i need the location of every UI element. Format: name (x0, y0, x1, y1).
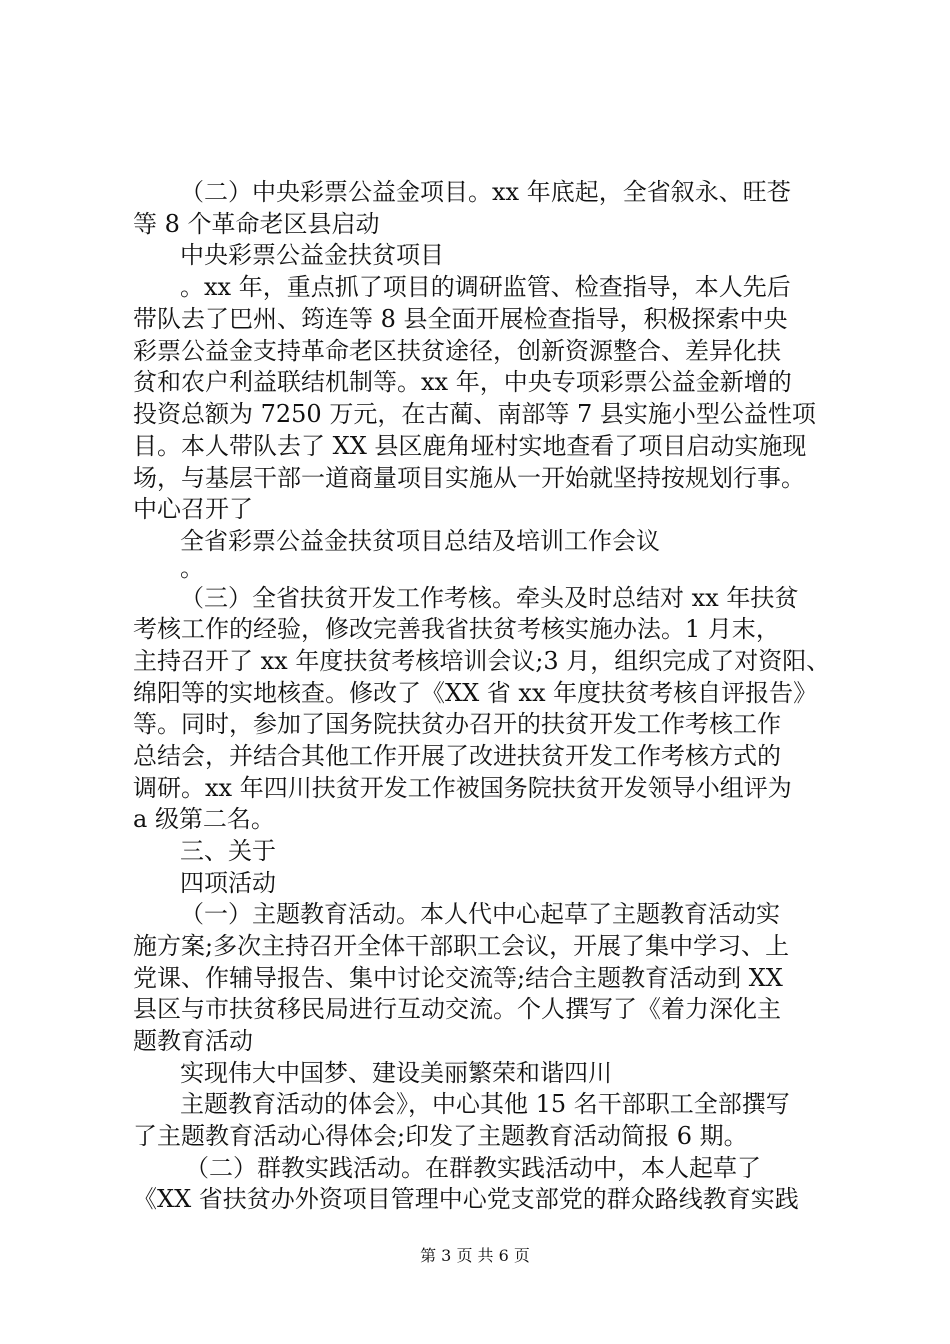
text-line: 实现伟大中国梦、建设美丽繁荣和谐四川 (180, 1059, 612, 1087)
text-line: 等。同时，参加了国务院扶贫办召开的扶贫开发工作考核工作 (133, 710, 781, 738)
text-line: 中央彩票公益金扶贫项目 (180, 241, 444, 269)
text-line: 投资总额为 7250 万元，在古蔺、南部等 7 县实施小型公益性项 (133, 400, 816, 428)
text-line: 调研。xx 年四川扶贫开发工作被国务院扶贫开发领导小组评为 (133, 774, 792, 802)
text-line: 题教育活动 (133, 1027, 253, 1055)
text-line: 带队去了巴州、筠连等 8 县全面开展检查指导，积极探索中央 (133, 305, 788, 333)
text-line: 中心召开了 (133, 495, 253, 523)
text-line: 彩票公益金支持革命老区扶贫途径，创新资源整合、差异化扶 (133, 337, 781, 365)
text-line: 主持召开了 xx 年度扶贫考核培训会议;3 月，组织完成了对资阳、 (133, 647, 831, 675)
text-line: （一）主题教育活动。本人代中心起草了主题教育活动实 (180, 900, 780, 928)
text-line: （二）中央彩票公益金项目。xx 年底起，全省叙永、旺苍 (180, 178, 791, 206)
text-line: 主题教育活动的体会》，中心其他 15 名干部职工全部撰写 (180, 1090, 790, 1118)
text-line: （三）全省扶贫开发工作考核。牵头及时总结对 xx 年扶贫 (180, 584, 799, 612)
text-line: 施方案;多次主持召开全体干部职工会议，开展了集中学习、上 (133, 932, 790, 960)
text-line: 总结会，并结合其他工作开展了改进扶贫开发工作考核方式的 (133, 742, 781, 770)
text-line: 。xx 年，重点抓了项目的调研监管、检查指导，本人先后 (180, 273, 791, 301)
page-number: 第 3 页 共 6 页 (420, 1246, 530, 1265)
text-line: 《XX 省扶贫办外资项目管理中心党支部党的群众路线教育实践 (133, 1185, 799, 1213)
text-line: 等 8 个革命老区县启动 (133, 210, 380, 238)
text-line: 县区与市扶贫移民局进行互动交流。个人撰写了《着力深化主 (133, 995, 781, 1023)
text-line: 全省彩票公益金扶贫项目总结及培训工作会议 (180, 527, 660, 555)
text-line: 贫和农户利益联结机制等。xx 年，中央专项彩票公益金新增的 (133, 368, 792, 396)
text-line: （二）群教实践活动。在群教实践活动中，本人起草了 (185, 1154, 761, 1182)
text-line: 场，与基层干部一道商量项目实施从一开始就坚持按规划行事。 (133, 464, 805, 492)
section-heading: 三、关于 (180, 837, 276, 865)
text-line: 。 (180, 554, 204, 582)
text-line: a 级第二名。 (133, 805, 275, 833)
text-line: 党课、作辅导报告、集中讨论交流等;结合主题教育活动到 XX (133, 964, 783, 992)
text-line: 考核工作的经验，修改完善我省扶贫考核实施办法。1 月末， (133, 615, 780, 643)
text-line: 了主题教育活动心得体会;印发了主题教育活动简报 6 期。 (133, 1122, 748, 1150)
text-line: 绵阳等的实地核查。修改了《XX 省 xx 年度扶贫考核自评报告》 (133, 679, 818, 707)
text-line: 目。本人带队去了 XX 县区鹿角垭村实地查看了项目启动实施现 (133, 432, 807, 460)
text-line: 四项活动 (180, 869, 276, 897)
